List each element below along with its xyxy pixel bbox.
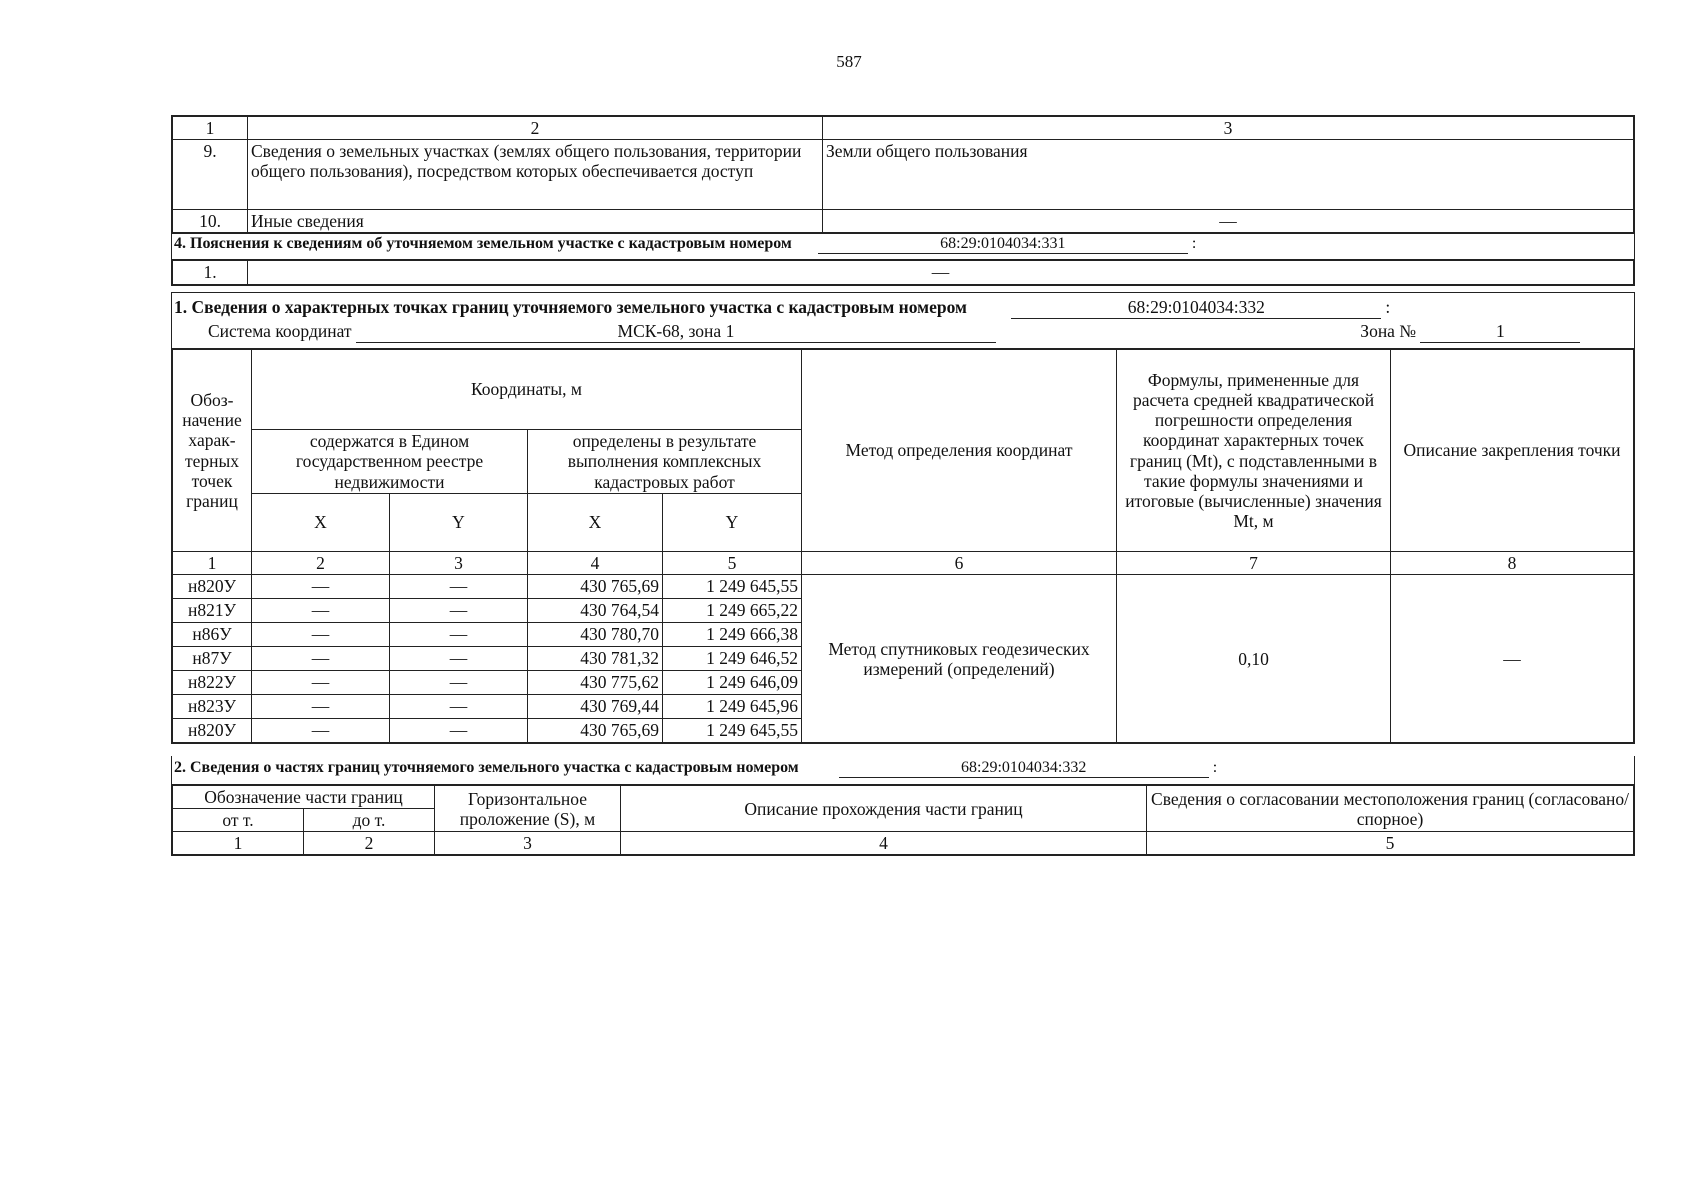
point-x-egrn: — [252,671,390,695]
point-name: н820У [173,575,252,599]
header-x: X [252,494,390,552]
col-number: 6 [802,552,1117,575]
point-y: 1 249 646,52 [663,647,802,671]
section1-title: 1. Сведения о характерных точках границ уточняемого земельного участка с кадастровым номером [174,297,967,317]
header-to: до т. [304,809,435,832]
point-name: н820У [173,719,252,743]
row-label: Иные сведения [248,210,823,233]
section4-heading [172,233,1634,260]
row-value: — [823,210,1634,233]
point-name: н87У [173,647,252,671]
header-y: Y [663,494,802,552]
header-formulas: Формулы, примененные для расчета средней квадратической погрешности определения координат характерных точек границ (Mt), с подставленными в такие формулы значениями и итоговые (вычисленные) значения Mt, м [1117,350,1391,552]
section2-suffix: : [1212,759,1218,776]
section4-cadastral-number: 68:29:0104034:331 [818,235,1188,254]
point-y-egrn: — [390,623,528,647]
point-y: 1 249 665,22 [663,599,802,623]
point-x-egrn: — [252,719,390,743]
coord-system-value: МСК-68, зона 1 [356,321,996,343]
row-number: 10. [173,210,248,233]
point-y: 1 249 646,09 [663,671,802,695]
point-x: 430 781,32 [528,647,663,671]
header-point: Обоз-начение харак-терных точек границ [173,350,252,552]
header-method: Метод определения координат [802,350,1117,552]
row-number: 9. [173,140,248,210]
header-fixing: Описание закрепления точки [1391,350,1634,552]
point-y-egrn: — [390,695,528,719]
col-number: 4 [621,832,1147,855]
section1-heading [171,292,1635,349]
col-number: 3 [435,832,621,855]
section4-title: 4. Пояснения к сведениям об уточняемом земельном участке с кадастровым номером [174,235,792,252]
section4-suffix: : [1191,235,1197,252]
point-x-egrn: — [252,599,390,623]
point-x-egrn: — [252,695,390,719]
col-number: 1 [173,832,304,855]
col-number: 4 [528,552,663,575]
point-y: 1 249 645,55 [663,575,802,599]
col-number: 7 [1117,552,1391,575]
header-y: Y [390,494,528,552]
point-x-egrn: — [252,575,390,599]
col-header: 1 [173,117,248,140]
point-name: н821У [173,599,252,623]
point-name: н86У [173,623,252,647]
row-value: — [248,261,1634,285]
col-number: 5 [663,552,802,575]
point-x: 430 780,70 [528,623,663,647]
point-x-egrn: — [252,647,390,671]
point-y: 1 249 666,38 [663,623,802,647]
point-x: 430 765,69 [528,575,663,599]
zone-label: Зона № [1360,321,1417,341]
section2-heading [172,756,1634,785]
point-y-egrn: — [390,719,528,743]
header-x: X [528,494,663,552]
header-result: определены в результате выполнения комплексных кадастровых работ [528,430,802,494]
point-y-egrn: — [390,647,528,671]
point-y-egrn: — [390,599,528,623]
header-agreement: Сведения о согласовании местоположения границ (согласовано/спорное) [1147,786,1634,832]
row-label: Сведения о земельных участках (землях общего пользования, территории общего пользования), посредством которых обеспечивается доступ [248,140,823,210]
row-number: 1. [173,261,248,285]
header-part: Обозначение части границ [173,786,435,809]
section2 [171,756,1635,856]
header-horizontal: Горизонтальное проложение (S), м [435,786,621,832]
col-number: 5 [1147,832,1634,855]
row-value: Земли общего пользования [823,140,1634,210]
section1-suffix: : [1385,297,1391,317]
header-egrn: содержатся в Едином государственном реестре недвижимости [252,430,528,494]
point-y-egrn: — [390,575,528,599]
col-number: 1 [173,552,252,575]
col-number: 2 [304,832,435,855]
page-number: 587 [836,52,862,71]
point-x: 430 765,69 [528,719,663,743]
fixing-value: — [1391,575,1634,743]
header-from: от т. [173,809,304,832]
top-info-table [171,115,1635,234]
table-row [173,575,1634,599]
coord-system-label: Система координат [208,321,352,341]
point-x-egrn: — [252,623,390,647]
point-y: 1 249 645,96 [663,695,802,719]
col-header: 2 [248,117,823,140]
col-header: 3 [823,117,1634,140]
section2-cadastral-number: 68:29:0104034:332 [839,759,1209,778]
section2-title: 2. Сведения о частях границ уточняемого земельного участка с кадастровым номером [174,759,799,776]
mt-value: 0,10 [1117,575,1391,743]
point-y-egrn: — [390,671,528,695]
zone-value: 1 [1420,321,1580,343]
point-y: 1 249 645,55 [663,719,802,743]
section4 [171,233,1635,286]
point-name: н823У [173,695,252,719]
col-number: 2 [252,552,390,575]
section1-cadastral-number: 68:29:0104034:332 [1011,297,1381,319]
col-number: 3 [390,552,528,575]
point-x: 430 769,44 [528,695,663,719]
points-table [171,348,1635,744]
col-number: 8 [1391,552,1634,575]
point-x: 430 764,54 [528,599,663,623]
point-name: н822У [173,671,252,695]
point-x: 430 775,62 [528,671,663,695]
method-value: Метод спутниковых геодезических измерений (определений) [802,575,1117,743]
header-coordinates: Координаты, м [252,350,802,430]
header-description: Описание прохождения части границ [621,786,1147,832]
